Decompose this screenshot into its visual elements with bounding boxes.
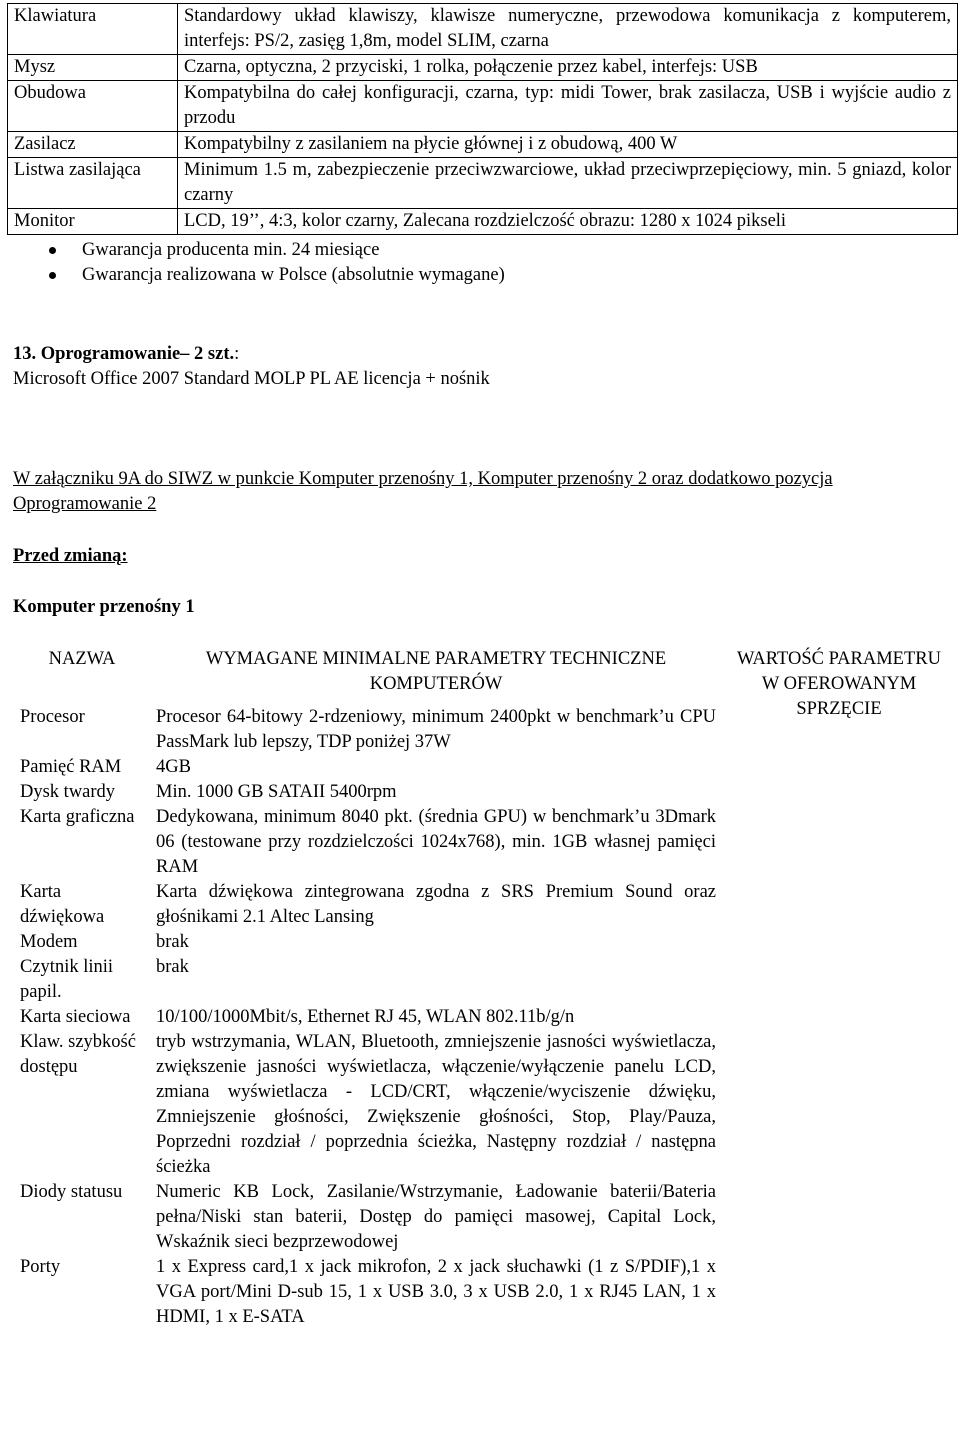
row-value: Karta dźwiękowa zintegrowana zgodna z SRS Premium Sound oraz głośnikami 2.1 Altec Lansing <box>156 882 716 927</box>
row-value: tryb wstrzymania, WLAN, Bluetooth, zmniejszenie jasności wyświetlacza, zwiększenie jasności wyświetlacza, włączenie/wyłączenie panelu LCD, zmiana wyświetlacza - LCD/CRT, włączenie/wyciszenie dźwięku, Zmniejszenie głośności, Zwiększenie głośności, Stop, Play/Pauza, Poprzedni rozdział / poprzednia ścieżka, Następny rozdział / następna ścieżka <box>156 1032 716 1177</box>
section-heading-text: 13. Oprogramowanie– 2 szt. <box>13 344 235 364</box>
spec-name: Monitor <box>8 209 178 235</box>
row-name: Karta graficzna <box>20 807 135 827</box>
row-name: Porty <box>20 1257 61 1277</box>
warranty-list <box>47 238 505 288</box>
spec-name: Zasilacz <box>8 132 178 158</box>
table-row <box>8 209 958 235</box>
spec-value: Kompatybilna do całej konfiguracji, czarna, typ: midi Tower, brak zasilacza, USB i wyjście audio z przodu <box>178 81 958 132</box>
table-row <box>8 81 958 132</box>
row-value: Dedykowana, minimum 8040 pkt. (średnia GPU) w benchmark’u 3Dmark 06 (testowane przy rozdzielczości 1024x768), min. 1GB własnej pamięci RAM <box>156 807 716 877</box>
row-name: Karta sieciowa <box>20 1007 131 1027</box>
row-name: Klaw. szybkość dostępu <box>20 1032 136 1077</box>
table-row <box>8 158 958 209</box>
section-heading-colon: : <box>234 344 240 364</box>
list-item: Gwarancja producenta min. 24 miesiące <box>47 238 505 263</box>
laptop-spec-table <box>14 647 956 1330</box>
row-value: brak <box>156 957 189 977</box>
peripherals-spec-table <box>7 3 958 235</box>
row-value: Numeric KB Lock, Zasilanie/Wstrzymanie, Ładowanie baterii/Bateria pełna/Niski stan baterii, Dostęp do pamięci masowej, Capital Lock, Wskaźnik sieci bezprzewodowej <box>156 1182 716 1252</box>
header-offered-text: WARTOŚĆ PARAMETRU W OFEROWANYM SPRZĘCIE <box>737 649 941 719</box>
spec-name: Listwa zasilająca <box>8 158 178 209</box>
section-13-text: Microsoft Office 2007 Standard MOLP PL AE licencja + nośnik <box>13 369 490 389</box>
row-value: 1 x Express card,1 x jack mikrofon, 2 x jack słuchawki (1 z S/PDIF),1 x VGA port/Mini D-sub 15, 1 x USB 3.0, 3 x USB 2.0, 1 x RJ45 LAN, 1 x HDMI, 1 x E-SATA <box>156 1257 716 1327</box>
row-name: Procesor <box>20 707 85 727</box>
table-row <box>8 55 958 81</box>
header-requirements: WYMAGANE MINIMALNE PARAMETRY TECHNICZNE KOMPUTERÓW <box>205 649 667 694</box>
list-item: Gwarancja realizowana w Polsce (absolutnie wymagane) <box>47 263 505 288</box>
row-name: Karta dźwiękowa <box>20 882 105 927</box>
section-13-heading <box>13 342 239 367</box>
row-name: Czytnik linii papil. <box>20 957 114 1002</box>
row-value: 10/100/1000Mbit/s, Ethernet RJ 45, WLAN 802.11b/g/n <box>156 1007 575 1027</box>
row-name: Diody statusu <box>20 1182 123 1202</box>
spec-name: Obudowa <box>8 81 178 132</box>
header-name: NAZWA <box>48 649 116 669</box>
change-note: W załączniku 9A do SIWZ w punkcie Komputer przenośny 1, Komputer przenośny 2 oraz dodatkowo pozycja Oprogramowanie 2 <box>13 469 833 514</box>
spec-name: Mysz <box>8 55 178 81</box>
header-offered <box>722 647 956 1330</box>
row-value: Min. 1000 GB SATAII 5400rpm <box>156 782 397 802</box>
spec-value: LCD, 19’’, 4:3, kolor czarny, Zalecana rozdzielczość obrazu: 1280 x 1024 pikseli <box>178 209 958 235</box>
spec-value: Minimum 1.5 m, zabezpieczenie przeciwzwarciowe, układ przeciwprzepięciowy, min. 5 gniazd, kolor czarny <box>178 158 958 209</box>
row-value: brak <box>156 932 189 952</box>
row-value: Procesor 64-bitowy 2-rdzeniowy, minimum 2400pkt w benchmark’u CPU PassMark lub lepszy, TDP poniżej 37W <box>156 707 716 752</box>
table-header-row <box>14 647 956 705</box>
row-value: 4GB <box>156 757 191 777</box>
row-name: Pamięć RAM <box>20 757 122 777</box>
spec-value: Standardowy układ klawiszy, klawisze numeryczne, przewodowa komunikacja z komputerem, interfejs: PS/2, zasięg 1,8m, model SLIM, czarna <box>178 4 958 55</box>
before-change-heading: Przed zmianą: <box>13 546 128 566</box>
table-row <box>8 132 958 158</box>
subtitle: Komputer przenośny 1 <box>13 597 195 617</box>
spec-name: Klawiatura <box>8 4 178 55</box>
row-name: Dysk twardy <box>20 782 116 802</box>
spec-value: Kompatybilny z zasilaniem na płycie głównej i z obudową, 400 W <box>178 132 958 158</box>
spec-value: Czarna, optyczna, 2 przyciski, 1 rolka, połączenie przez kabel, interfejs: USB <box>178 55 958 81</box>
row-name: Modem <box>20 932 78 952</box>
table-row <box>8 4 958 55</box>
